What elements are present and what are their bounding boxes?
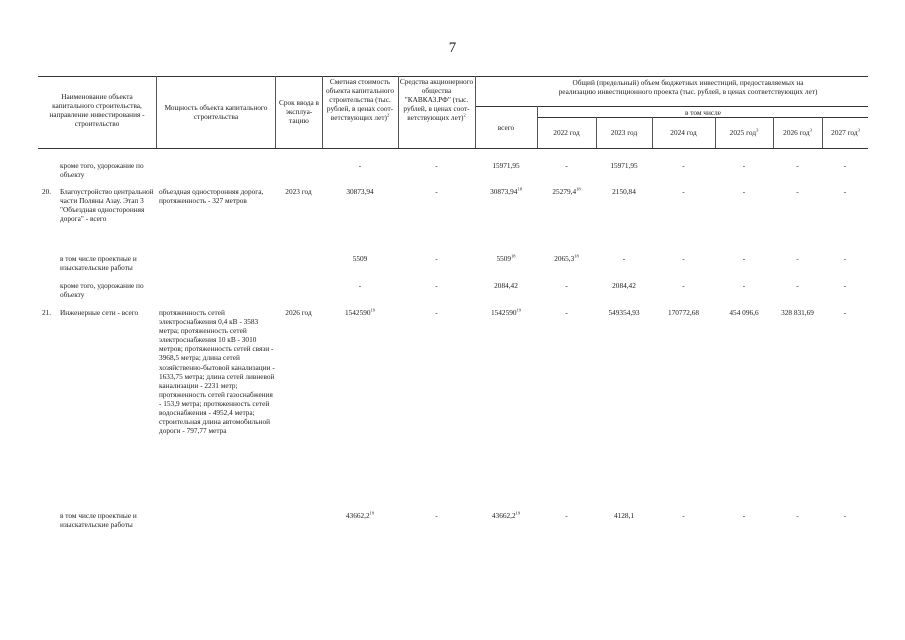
row-y2026: -	[796, 161, 799, 170]
row-number: 20.	[42, 187, 52, 196]
row-kavkaz: -	[435, 511, 438, 520]
header-year-label: 2023 год	[610, 128, 638, 137]
row-name: кроме того, удорожание по объекту	[60, 161, 144, 180]
row-y2024: -	[682, 187, 685, 196]
row-total: 15971,95	[492, 161, 520, 170]
cell-value: 30873,94	[490, 187, 518, 196]
row-term: 2026 год	[285, 308, 312, 317]
row-y2023: 2150,84	[612, 187, 636, 196]
row-y2024: 170772,68	[667, 308, 699, 317]
header-year-2022	[538, 128, 595, 137]
cell-value: -	[358, 161, 362, 170]
header-year-2023	[597, 128, 651, 137]
cell-value: 43662,2	[345, 511, 370, 520]
header-year-2027	[823, 128, 868, 137]
row-estimate	[322, 254, 398, 263]
cell-value: 1542590	[344, 308, 371, 317]
row-y2027: -	[843, 254, 847, 263]
header-name: Наименование объекта капитального строительства, направление инвестирования - строительство	[49, 92, 145, 129]
row-y2027: -	[843, 281, 847, 290]
header-total-group: Общий (предельный) объем бюджетных инвестиций, предоставляемых на реализацию инвестиционного проекта (тыс. рублей, в ценах соответствующих лет)	[558, 78, 818, 97]
row-y2025: -	[742, 254, 746, 263]
header-term: Срок ввода в эксплуа-тацию	[278, 98, 320, 126]
including-line	[537, 117, 868, 118]
row-y2023: 2084,42	[612, 281, 636, 290]
row-name: в том числе проектные и изыскательские работы	[60, 511, 137, 530]
footnote-ref: 19	[516, 307, 522, 313]
row-y2027: -	[843, 161, 847, 170]
row-y2027: -	[843, 187, 847, 196]
row-y2026: -	[796, 511, 799, 520]
cell-value: 1542590	[490, 308, 517, 317]
cell-value: 5509	[352, 254, 368, 263]
row-y2026: 328 831,69	[781, 308, 814, 317]
row-estimate	[322, 281, 398, 290]
row-total	[475, 254, 537, 263]
footnote-ref: 19	[370, 307, 376, 313]
row-y2026: -	[796, 254, 799, 263]
row-kavkaz: -	[435, 308, 438, 317]
header-kavkaz-text: Средства акционерного общества "КАВКАЗ.РФ" (тыс. рублей, в ценах соот-ветствующих лет)	[399, 77, 474, 123]
header-year-sup: 3	[857, 127, 860, 133]
row-y2024: -	[682, 161, 685, 170]
cell-value: 43662,2	[491, 511, 516, 520]
row-y2024: -	[682, 281, 685, 290]
header-year-label: 2022 год	[553, 128, 580, 137]
row-y2023: -	[622, 254, 626, 263]
row-y2026: -	[796, 281, 799, 290]
header-estimate-sup: 2	[386, 112, 390, 118]
header-year-label: 2026 год	[783, 128, 810, 137]
row-total	[475, 511, 537, 520]
header-kavkaz	[399, 77, 474, 122]
row-y2025: -	[742, 161, 746, 170]
footnote-ref: 18	[517, 186, 522, 192]
row-capacity: объездная односторонняя дорога, протяженность - 327 метров	[159, 187, 264, 206]
header-year-2024	[653, 128, 714, 137]
col-divider	[475, 76, 476, 148]
header-year-label: 2025 год	[729, 128, 757, 137]
row-estimate	[322, 308, 398, 317]
row-y2025: 454 096,6	[729, 308, 759, 317]
header-estimate	[323, 77, 397, 122]
footnote-ref: 19	[369, 510, 375, 516]
header-year-sup: 3	[756, 127, 759, 133]
row-name: кроме того, удорожание по объекту	[60, 281, 144, 300]
row-y2025: -	[742, 511, 746, 520]
row-y2026: -	[796, 187, 799, 196]
header-year-sup: 3	[809, 127, 812, 133]
col-divider	[156, 76, 157, 148]
row-y2023: 4128,1	[613, 511, 635, 520]
row-y2024: -	[682, 511, 685, 520]
row-name: Благоустройство центральной части Поляны Азау. Этап 3 "Объездная односторонняя дорога" - всего	[60, 187, 154, 224]
row-y2024: -	[682, 254, 685, 263]
row-y2025: -	[742, 187, 746, 196]
row-estimate	[322, 511, 398, 520]
row-y2022: -	[565, 281, 568, 290]
header-bottom-border	[38, 148, 868, 149]
header-estimate-text: Сметная стоимость объекта капитального строительства (тыс. рублей, в ценах соот-ветствующих лет)	[326, 77, 394, 123]
row-name: Инженерные сети - всего	[60, 308, 139, 317]
row-number: 21.	[42, 308, 52, 317]
row-name: в том числе проектные и изыскательские работы	[60, 254, 137, 273]
footnote-ref: 18	[511, 253, 516, 259]
header-year-2026	[774, 128, 821, 137]
header-including: в том числе	[684, 108, 721, 117]
row-y2022: -	[565, 161, 568, 170]
row-y2022	[537, 254, 596, 263]
cell-value: 2065,3	[554, 254, 575, 263]
row-y2027: -	[843, 511, 847, 520]
header-year-2025	[716, 128, 772, 137]
row-term: 2023 год	[285, 187, 312, 196]
row-kavkaz: -	[435, 187, 438, 196]
header-year-label: 2027 год	[831, 128, 858, 137]
header-kavkaz-sup: 2	[463, 112, 466, 118]
header-capacity: Мощность объекта капитального строительства	[164, 103, 268, 122]
subheader-line	[475, 106, 868, 107]
row-y2023: 549354,93	[608, 308, 640, 317]
footnote-ref: 18	[574, 253, 579, 259]
row-y2023: 15971,95	[610, 161, 638, 170]
row-y2022: -	[565, 308, 568, 317]
footnote-ref: 19	[515, 510, 521, 516]
row-kavkaz: -	[435, 281, 438, 290]
row-estimate	[322, 161, 398, 170]
footnote-ref: 18	[576, 186, 581, 192]
row-kavkaz: -	[435, 161, 438, 170]
row-total: 2084,42	[494, 281, 518, 290]
cell-value: 5509	[496, 254, 512, 263]
row-total	[475, 187, 537, 196]
row-y2025: -	[742, 281, 746, 290]
row-y2022: -	[565, 511, 568, 520]
col-divider	[275, 76, 276, 148]
row-estimate	[322, 187, 398, 196]
cell-value: -	[358, 281, 362, 290]
row-total	[475, 308, 537, 317]
row-capacity: протяженность сетей электроснабжения 0,4 кВ - 3583 метра; протяженность сетей электроснабжения 10 кВ - 3010 метров; протяженность сетей связи - 3968,5 метра; длина сетей хозяйственно-бытовой канализации - 1633,75 метра; длина сетей ливневой канализации - 2231 метр; протяженность сетей газоснабжения - 153,9 метра; протяженность сетей водоснабжения - 4952,4 метра; строительная длина автомобильной дороги - 797,77 метра	[159, 308, 275, 436]
page-number: 7	[448, 40, 457, 56]
header-all: всего	[497, 123, 515, 132]
row-y2022	[537, 187, 596, 196]
cell-value: 30873,94	[346, 187, 374, 196]
row-kavkaz: -	[435, 254, 438, 263]
cell-value: 25279,4	[552, 187, 577, 196]
row-y2027: -	[843, 308, 847, 317]
header-year-label: 2024 год	[670, 128, 697, 137]
